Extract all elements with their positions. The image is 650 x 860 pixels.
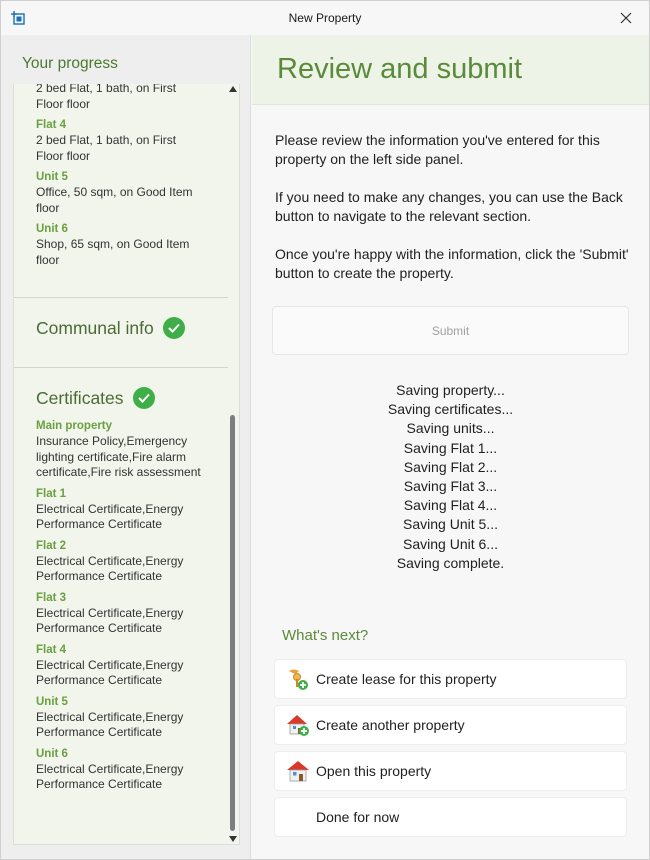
section-divider xyxy=(14,297,228,298)
done-for-now-button[interactable] xyxy=(274,797,627,837)
entry-name: Unit 6 xyxy=(36,747,68,760)
create-another-property-button[interactable] xyxy=(274,705,627,745)
entry-name: Flat 3 xyxy=(36,591,67,604)
entry-description: Insurance Policy,Emergency lighting certificate,Fire alarm certificate,Fire risk assessment xyxy=(36,434,201,479)
entry-description: Electrical Certificate,Energy Performance Certificate xyxy=(36,657,184,687)
progress-scroll-area xyxy=(14,84,228,845)
list-item xyxy=(36,591,206,637)
scrollbar-thumb[interactable] xyxy=(230,415,235,831)
entry-description: Electrical Certificate,Energy Performance Certificate xyxy=(36,501,184,531)
status-line: Saving Unit 5... xyxy=(403,516,498,533)
entry-description: Electrical Certificate,Energy Performance Certificate xyxy=(36,709,184,739)
review-panel xyxy=(252,35,649,859)
vertical-scrollbar[interactable] xyxy=(226,84,239,845)
status-line: Saving Flat 4... xyxy=(403,497,498,514)
list-item xyxy=(36,170,206,216)
entry-name: Unit 5 xyxy=(36,171,68,183)
section-certificates[interactable] xyxy=(36,387,155,409)
action-label: Open this property xyxy=(316,763,432,779)
key-add-icon xyxy=(285,666,311,692)
whats-next-heading: What's next? xyxy=(282,627,369,644)
list-item xyxy=(36,539,206,585)
empty-icon-slot xyxy=(285,804,311,830)
instruction-paragraph: If you need to make any changes, you can use the Back button to navigate to the relevant section. xyxy=(275,189,623,224)
open-property-button[interactable] xyxy=(274,751,627,791)
save-status-log xyxy=(252,381,649,573)
status-line: Saving complete. xyxy=(396,554,505,571)
entry-description: Electrical Certificate,Energy Performance Certificate xyxy=(36,761,184,791)
status-line: Saving property... xyxy=(396,382,505,398)
list-item xyxy=(36,419,206,481)
entry-description: Office, 50 sqm, on Good Item floor xyxy=(36,185,193,215)
entry-name: Flat 4 xyxy=(36,119,67,131)
status-line: Saving Flat 2... xyxy=(403,458,498,475)
entry-description: Electrical Certificate,Energy Performance Certificate xyxy=(36,553,184,583)
entry-description: 2 bed Flat, 1 bath, on First Floor floor xyxy=(36,84,177,111)
list-item xyxy=(36,643,206,689)
list-item xyxy=(36,487,206,533)
status-line: Saving Flat 3... xyxy=(403,478,498,495)
window-title: New Property xyxy=(288,11,362,25)
create-lease-button[interactable] xyxy=(274,659,627,699)
entry-name: Unit 5 xyxy=(36,695,68,708)
section-label: Certificates xyxy=(36,387,124,408)
entry-description: Electrical Certificate,Energy Performance Certificate xyxy=(36,605,184,635)
close-button[interactable] xyxy=(611,6,641,30)
list-item xyxy=(36,695,206,741)
progress-heading: Your progress xyxy=(22,55,118,72)
status-line: Saving units... xyxy=(406,420,495,437)
entry-name: Flat 2 xyxy=(36,539,67,552)
house-icon xyxy=(285,758,311,784)
progress-panel xyxy=(1,35,251,859)
entry-description: 2 bed Flat, 1 bath, on First Floor floor xyxy=(36,133,177,163)
status-line: Saving Flat 1... xyxy=(403,439,498,456)
instruction-paragraph: Once you're happy with the information, click the 'Submit' button to create the property. xyxy=(275,246,629,281)
status-line: Saving Unit 6... xyxy=(403,535,498,552)
entry-name: Flat 4 xyxy=(36,643,67,656)
entry-name: Main property xyxy=(36,420,113,432)
scroll-up-arrow-icon[interactable] xyxy=(229,86,237,92)
status-line: Saving certificates... xyxy=(387,401,514,418)
section-label: Communal info xyxy=(36,317,154,338)
list-item xyxy=(36,747,206,793)
progress-list[interactable] xyxy=(13,84,240,845)
unit-entries xyxy=(36,84,206,274)
instruction-paragraph: Please review the information you've entered for this property on the left side panel. xyxy=(275,132,600,167)
section-communal-info[interactable] xyxy=(36,317,185,339)
check-icon xyxy=(133,387,155,409)
check-icon xyxy=(163,317,185,339)
title-bar xyxy=(1,1,649,35)
action-label: Create another property xyxy=(316,717,465,733)
entry-description: Shop, 65 sqm, on Good Item floor xyxy=(36,237,190,267)
entry-name: Flat 1 xyxy=(36,487,67,500)
list-item xyxy=(36,118,206,164)
close-icon xyxy=(620,12,632,24)
certificate-entries xyxy=(36,419,206,799)
submit-button[interactable]: Submit xyxy=(272,306,629,355)
scroll-down-arrow-icon[interactable] xyxy=(229,836,237,842)
review-header xyxy=(252,35,649,105)
action-label: Create lease for this property xyxy=(316,671,497,687)
action-label: Done for now xyxy=(316,809,400,825)
list-item xyxy=(36,84,206,112)
section-divider xyxy=(14,367,228,368)
entry-name: Unit 6 xyxy=(36,223,68,235)
house-add-icon xyxy=(285,712,311,738)
page-title: Review and submit xyxy=(277,53,522,85)
list-item xyxy=(36,222,206,268)
